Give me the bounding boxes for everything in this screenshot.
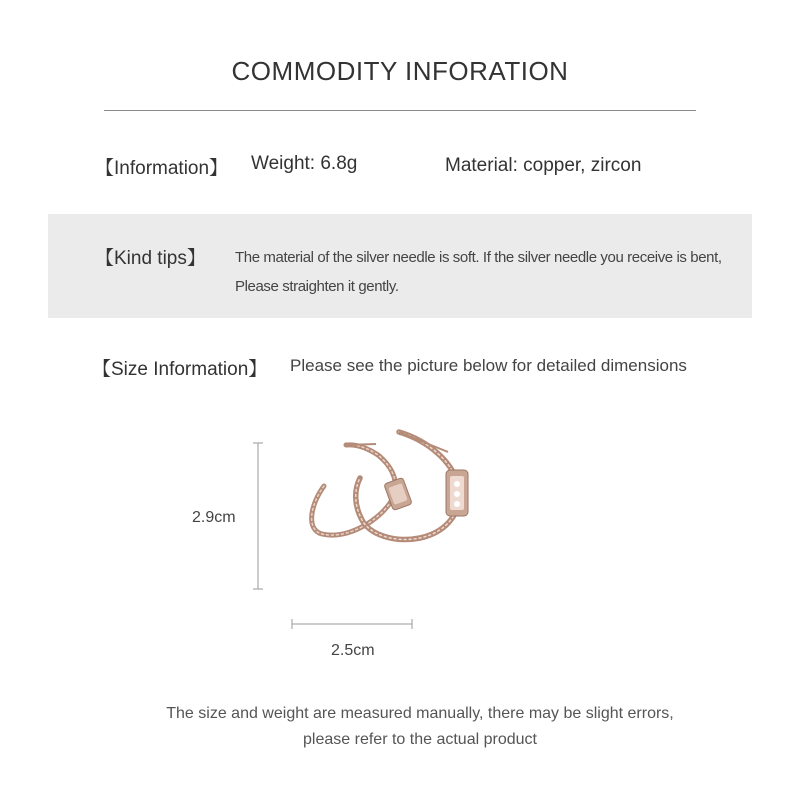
width-dimension-label: 2.5cm (331, 642, 375, 659)
kind-tips-label: 【Kind tips】 (95, 248, 206, 269)
size-note: Please see the picture below for detailed dimensions (290, 356, 687, 375)
information-label: 【Information】 (95, 158, 229, 179)
height-dimension-label: 2.9cm (192, 509, 236, 526)
page-title: COMMODITY INFORATION (231, 56, 569, 86)
height-dimension-line (253, 443, 263, 589)
weight-value: Weight: 6.8g (251, 153, 358, 174)
footer-note-line-2: please refer to the actual product (303, 731, 537, 748)
material-value: Material: copper, zircon (445, 155, 642, 176)
footer-note-line-1: The size and weight are measured manually, there may be slight errors, (166, 705, 674, 722)
size-information-label: 【Size Information】 (92, 359, 268, 380)
kind-tips-line-2: Please straighten it gently. (235, 278, 399, 295)
kind-tips-line-1: The material of the silver needle is soft. If the silver needle you receive is bent, (235, 249, 722, 266)
width-dimension-line (292, 619, 412, 629)
